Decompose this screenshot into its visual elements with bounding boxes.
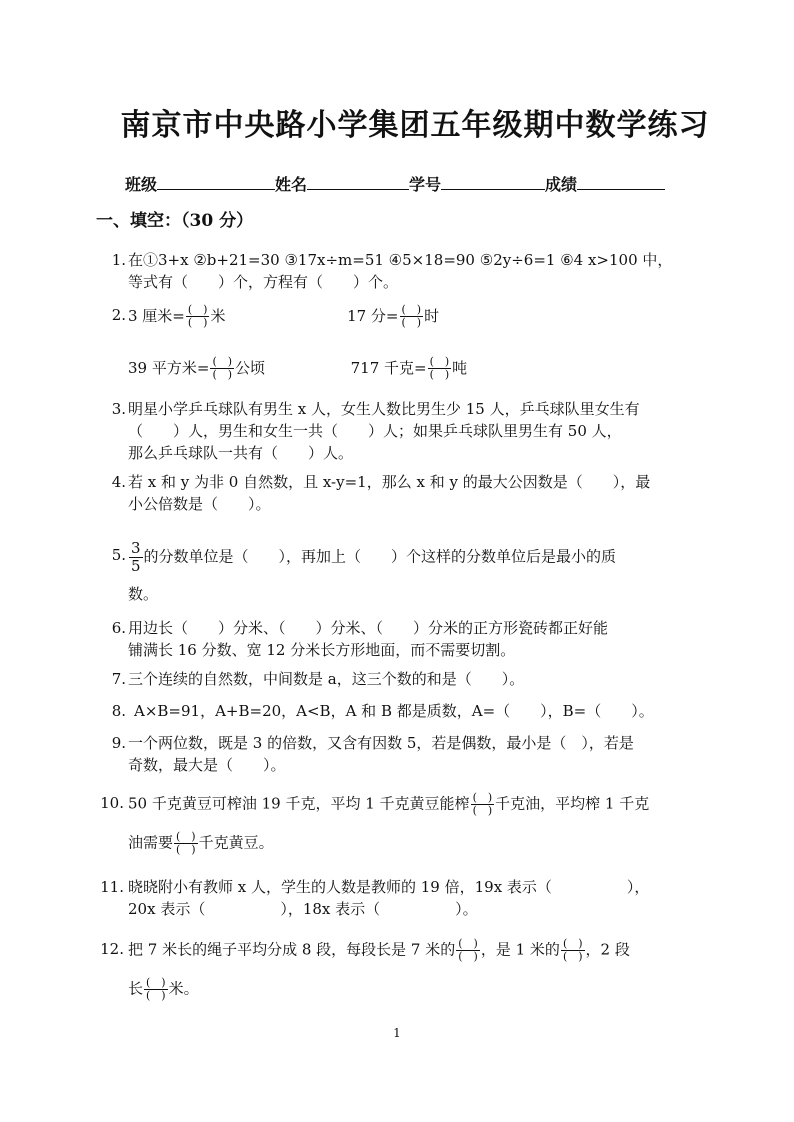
question-number: 6. <box>111 619 126 637</box>
question-text: 长 <box>128 979 144 998</box>
question-3 <box>111 398 703 464</box>
question-number: 8. <box>111 702 126 720</box>
question-text: 在①3+x ②b+21=30 ③17x÷m=51 ④5×18=90 ⑤2y÷6=1 ⑥4 x>100 中， <box>128 251 673 269</box>
question-text: 千克油，平均榨 1 千克 <box>495 794 650 813</box>
numerator-blank: ( ) <box>187 303 208 316</box>
conversion-d <box>350 355 468 381</box>
question-text: 米。 <box>168 979 199 998</box>
question-text: 一个两位数，既是 3 的倍数，又含有因数 5，若是偶数，最小是（ ），若是 <box>128 734 634 752</box>
denominator-blank: ( ) <box>146 989 166 1002</box>
fraction-blank[interactable] <box>428 356 452 381</box>
question-number: 3. <box>111 400 126 418</box>
fraction-blank[interactable] <box>186 304 210 329</box>
fraction-blank[interactable] <box>210 356 234 381</box>
name-blank[interactable] <box>307 175 409 190</box>
score-label: 成绩 <box>545 175 578 194</box>
id-blank[interactable] <box>441 175 545 190</box>
question-text: 20x 表示（ ），18x 表示（ ）。 <box>128 900 478 918</box>
numerator-blank: ( ) <box>401 303 422 316</box>
question-11 <box>100 876 703 920</box>
question-number: 9. <box>111 734 126 752</box>
numerator-blank: ( ) <box>146 976 166 989</box>
question-text: 米 <box>210 306 226 325</box>
question-text: 50 千克黄豆可榨油 19 千克，平均 1 千克黄豆能榨 <box>128 794 470 813</box>
question-text: 的分数单位是（ ），再加上（ ）个这样的分数单位后是最小的质 <box>143 547 617 566</box>
question-text: 公顷 <box>235 358 266 377</box>
question-number: 2. <box>111 306 126 324</box>
denominator-blank: ( ) <box>472 804 493 817</box>
denominator: 5 <box>131 557 141 575</box>
question-5 <box>111 539 703 605</box>
question-text: 明星小学乒乓球队有男生 x 人，女生人数比男生少 15 人，乒乓球队里女生有 <box>128 400 640 418</box>
fraction-blank[interactable] <box>471 792 495 817</box>
question-number: 5. <box>111 546 126 564</box>
question-text: 小公倍数是（ ）。 <box>128 495 271 513</box>
question-text: 油需要 <box>128 833 174 852</box>
question-text: 那么乒乓球队一共有（ ）人。 <box>128 444 354 462</box>
question-7 <box>111 668 703 690</box>
question-number: 7. <box>111 670 126 688</box>
question-text: （ ）人，男生和女生一共（ ）人；如果乒乓球队里男生有 50 人， <box>128 422 622 440</box>
denominator-blank: ( ) <box>429 368 450 381</box>
id-label: 学号 <box>409 175 442 194</box>
page-title: 南京市中央路小学集团五年级期中数学练习 <box>120 108 710 143</box>
question-text: 39 平方米= <box>128 358 210 377</box>
question-8 <box>111 700 703 722</box>
question-9 <box>111 732 703 776</box>
numerator-blank: ( ) <box>429 355 450 368</box>
denominator-blank: ( ) <box>212 368 233 381</box>
fraction-three-fifths <box>129 540 143 575</box>
class-blank[interactable] <box>157 175 275 190</box>
fraction-blank[interactable] <box>400 304 424 329</box>
student-info-row <box>125 172 665 195</box>
page-number: 1 <box>393 1026 401 1040</box>
question-text: 千克黄豆。 <box>198 833 274 852</box>
numerator-blank: ( ) <box>212 355 233 368</box>
question-text: 把 7 米长的绳子平均分成 8 段，每段长是 7 米的 <box>128 940 456 959</box>
conversion-c <box>128 355 266 381</box>
denominator-blank: ( ) <box>458 950 478 963</box>
question-text: 吨 <box>452 358 468 377</box>
question-text: 数。 <box>128 585 159 603</box>
denominator-blank: ( ) <box>176 843 196 856</box>
question-text: 时 <box>424 306 440 325</box>
numerator-blank: ( ) <box>562 937 583 950</box>
question-2 <box>111 303 703 329</box>
name-label: 姓名 <box>275 175 308 194</box>
question-text: 三个连续的自然数，中间数是 a，这三个数的和是（ ）。 <box>128 670 525 688</box>
question-text: ，是 1 米的 <box>480 940 560 959</box>
fraction-blank[interactable] <box>456 938 480 963</box>
question-1 <box>111 249 703 293</box>
score-blank[interactable] <box>577 175 665 190</box>
question-2-row-2 <box>128 356 703 381</box>
question-text: A×B=91，A+B=20，A<B，A 和 B 都是质数，A=（ ），B=（ ）。 <box>134 702 654 720</box>
fraction-blank[interactable] <box>174 831 198 856</box>
section-heading: 一、填空：（30 分） <box>96 211 254 231</box>
question-text: ，2 段 <box>585 940 630 959</box>
conversion-b <box>347 303 440 329</box>
question-number: 11. <box>100 878 124 896</box>
fraction-blank[interactable] <box>144 977 168 1002</box>
numerator: 3 <box>131 539 141 557</box>
question-text: 用边长（ ）分米、（ ）分米、（ ）分米的正方形瓷砖都正好能 <box>128 619 609 637</box>
question-12 <box>100 937 703 1002</box>
question-10 <box>100 791 703 856</box>
question-text: 3 厘米= <box>128 306 185 325</box>
question-number: 12. <box>100 940 124 958</box>
question-number: 1. <box>111 251 126 269</box>
fraction-blank[interactable] <box>561 938 585 963</box>
denominator-blank: ( ) <box>187 316 208 329</box>
class-label: 班级 <box>125 175 158 194</box>
numerator-blank: ( ) <box>176 830 196 843</box>
question-text: 铺满长 16 分数、宽 12 分米长方形地面，而不需要切割。 <box>128 641 516 659</box>
question-number: 10. <box>100 794 124 812</box>
question-number: 4. <box>111 473 126 491</box>
denominator-blank: ( ) <box>401 316 422 329</box>
numerator-blank: ( ) <box>472 791 493 804</box>
question-text: 晓晓附小有教师 x 人，学生的人数是教师的 19 倍，19x 表示（ ）， <box>128 878 650 896</box>
conversion-a <box>128 303 226 329</box>
question-text: 奇数，最大是（ ）。 <box>128 756 286 774</box>
question-text: 等式有（ ）个，方程有（ ）个。 <box>128 273 399 291</box>
question-6 <box>111 617 703 661</box>
question-4 <box>111 471 703 515</box>
denominator-blank: ( ) <box>562 950 583 963</box>
question-text: 717 千克= <box>350 358 427 377</box>
numerator-blank: ( ) <box>458 937 478 950</box>
question-text: 17 分= <box>347 306 399 325</box>
question-text: 若 x 和 y 为非 0 自然数，且 x-y=1，那么 x 和 y 的最大公因数是（ ），最 <box>128 473 651 491</box>
